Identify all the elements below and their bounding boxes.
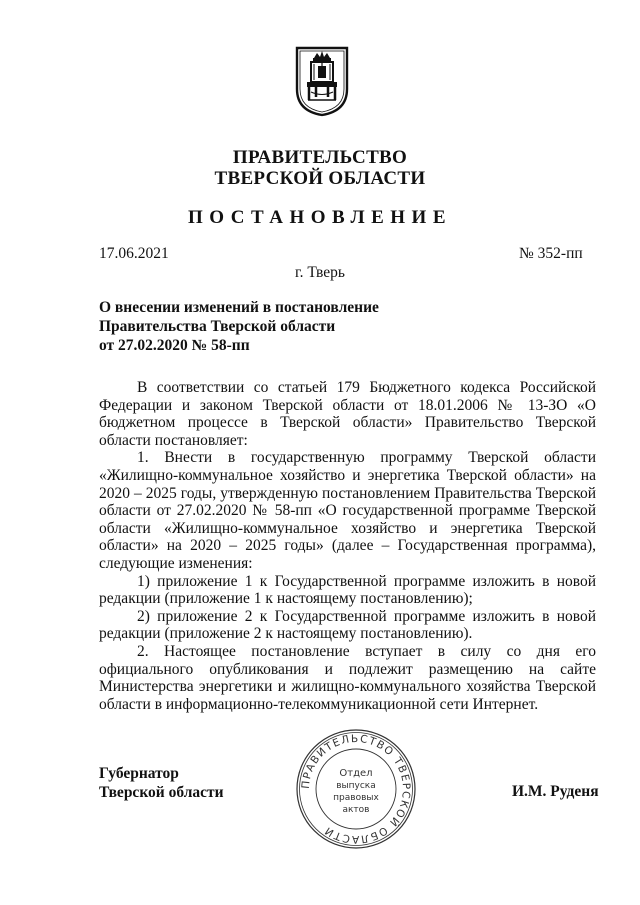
subject-line-3: от 27.02.2020 № 58-пп [99,337,250,354]
signatory-name: И.М. Руденя [512,783,599,800]
signatory-role-line-2: Тверской области [99,784,224,801]
subject-line-2: Правительства Тверской области [99,318,336,335]
signatory-role-line-1: Губернатор [99,765,179,782]
document-date: 17.06.2021 [99,245,169,262]
government-name-line2: ТВЕРСКОЙ ОБЛАСТИ [214,168,426,189]
body-paragraph-4: 2) приложение 2 к Государственной программе изложить в новой редакции (приложение 2 к настоящему постановлению). [99,607,596,643]
body-paragraph-2: 1. Внести в государственную программу Тверской области «Жилищно-коммунальное хозяйство и энергетика Тверской области» на 2020 – 2025 годы, утвержденную постановлением Правительства Тверской области от 27.02.2020 № 58-пп «О государственной программе Тверской области «Жилищно-коммунальное хозяйство и энергетика Тверской области» на 2020 – 2025 годы» (далее – Государственная программа), следующие изменения: [99,449,596,572]
official-stamp [295,728,417,850]
document-body [99,379,596,713]
coat-of-arms-icon [294,45,350,117]
stamp-ring-text: ПРАВИТЕЛЬСТВО ТВЕРСКОЙ ОБЛАСТИ [299,732,413,846]
stamp-inner-line-1: Отдел [339,768,373,779]
document-number: № 352-пп [519,245,583,262]
stamp-inner-line-2: выпуска [336,781,376,791]
body-paragraph-5: 2. Настоящее постановление вступает в силу со дня его официального опубликования и подлежит размещению на сайте Министерства энергетики и жилищно-коммунального хозяйства Тверской области в информационно-телекоммуникационной сети Интернет. [99,642,596,713]
subject-line-1: О внесении изменений в постановление [99,299,379,316]
body-paragraph-1: В соответствии со статьей 179 Бюджетного кодекса Российской Федерации и законом Тверской области от 18.01.2006 № 13-ЗО «О бюджетном процессе в Тверской области» Правительство Тверской области постановляет: [99,379,596,449]
document-city: г. Тверь [295,264,345,281]
stamp-inner-line-3: правовых [333,793,379,803]
signatory-role [99,764,224,802]
stamp-inner-line-4: актов [342,805,370,815]
body-paragraph-3: 1) приложение 1 к Государственной программе изложить в новой редакции (приложение 1 к настоящему постановлению); [99,572,596,608]
government-name-line1: ПРАВИТЕЛЬСТВО [232,147,408,168]
document-subject [99,298,379,355]
document-type-title: ПОСТАНОВЛЕНИЕ [187,207,453,228]
